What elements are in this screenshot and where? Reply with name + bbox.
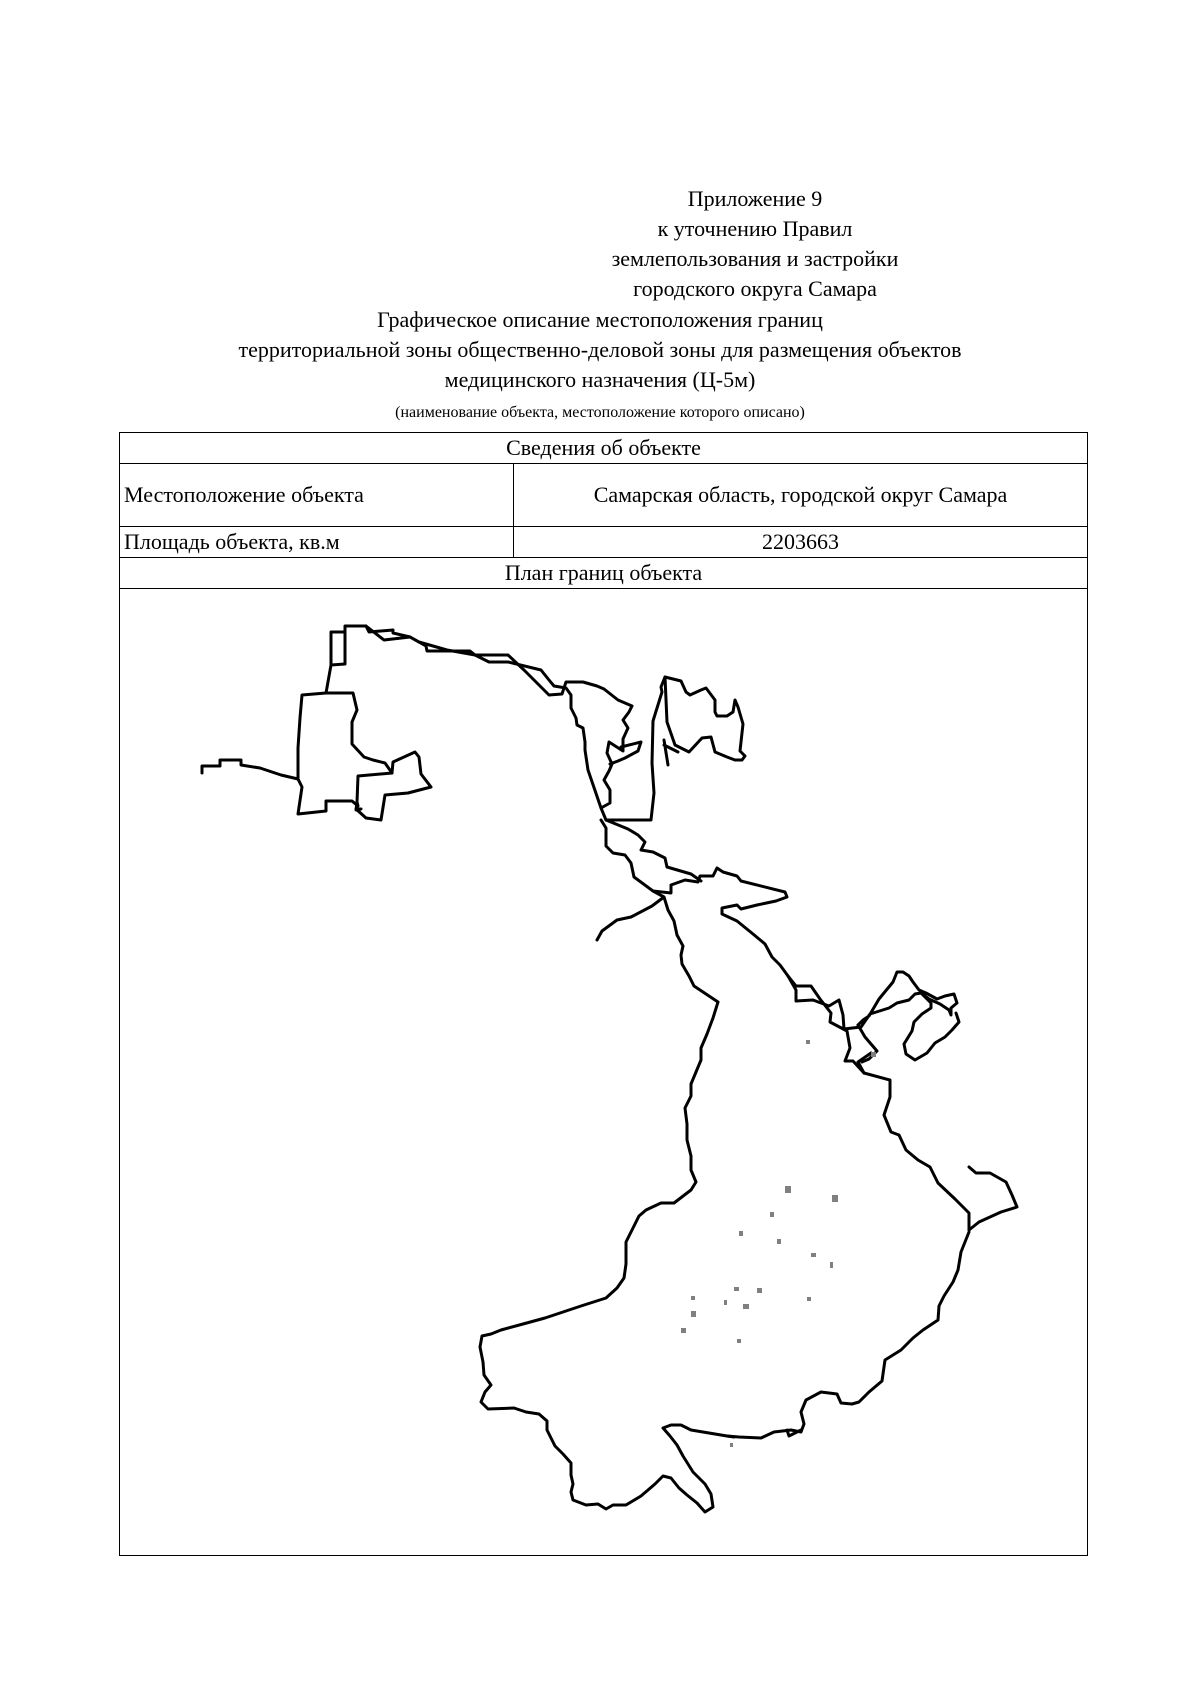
parcel xyxy=(830,1262,833,1268)
parcel xyxy=(811,1253,816,1257)
document-title xyxy=(120,305,1080,395)
parcel xyxy=(777,1239,781,1244)
parcel xyxy=(730,1443,733,1447)
parcel xyxy=(734,1287,739,1291)
boundary-east-indent xyxy=(904,993,959,1060)
appendix-line-4: городского округа Самара xyxy=(633,276,877,301)
section-header: Сведения об объекте xyxy=(120,433,1087,464)
parcel xyxy=(757,1288,762,1293)
boundary-map xyxy=(120,589,1086,1554)
boundary-north-east xyxy=(844,972,957,1029)
boundary-south-east xyxy=(969,1167,1017,1230)
parcel xyxy=(691,1311,696,1317)
location-label: Местоположение объекта xyxy=(120,464,514,526)
parcel xyxy=(871,1052,876,1057)
location-value: Самарская область, городской округ Самара xyxy=(593,482,1008,507)
parcel xyxy=(737,1339,741,1343)
parcel xyxy=(743,1304,749,1309)
appendix-line-1: Приложение 9 xyxy=(687,186,823,211)
location-row xyxy=(120,464,1087,527)
title-caption: (наименование объекта, местоположение которого описано) xyxy=(395,404,805,421)
appendix-line-3: землепользования и застройки xyxy=(611,246,899,271)
parcel xyxy=(785,1186,791,1193)
boundary-south-body xyxy=(480,1002,969,1512)
boundary-north-loop xyxy=(298,626,745,820)
boundary-inner-west xyxy=(326,626,410,773)
boundary-plan xyxy=(120,589,1087,1555)
title-line-1: Графическое описание местоположения границ xyxy=(377,307,823,332)
inner-parcels xyxy=(681,1040,876,1447)
title-line-2: территориальной зоны общественно-деловой зоны для размещения объектов xyxy=(238,337,962,362)
boundary-neck xyxy=(601,820,864,1073)
title-line-3: медицинского назначения (Ц-5м) xyxy=(444,367,756,392)
parcel xyxy=(806,1040,810,1044)
boundary-north-band xyxy=(410,637,601,808)
boundary-outline xyxy=(202,626,1017,1512)
area-label: Площадь объекта, кв.м xyxy=(120,527,514,557)
parcel xyxy=(807,1297,811,1301)
appendix-block xyxy=(545,184,965,304)
object-info-table xyxy=(119,432,1088,1556)
boundary-east-lobe xyxy=(788,976,969,1230)
parcel xyxy=(724,1300,727,1305)
plan-header: План границ объекта xyxy=(120,558,1087,589)
appendix-line-2: к уточнению Правил xyxy=(657,216,853,241)
area-value: 2203663 xyxy=(762,529,839,554)
area-row xyxy=(120,527,1087,558)
parcel xyxy=(691,1296,695,1300)
boundary-neck-west xyxy=(597,820,718,1002)
parcel xyxy=(832,1195,838,1202)
boundary-west-arm xyxy=(202,752,431,820)
parcel xyxy=(681,1328,686,1333)
parcel xyxy=(770,1212,774,1217)
parcel xyxy=(739,1231,743,1236)
